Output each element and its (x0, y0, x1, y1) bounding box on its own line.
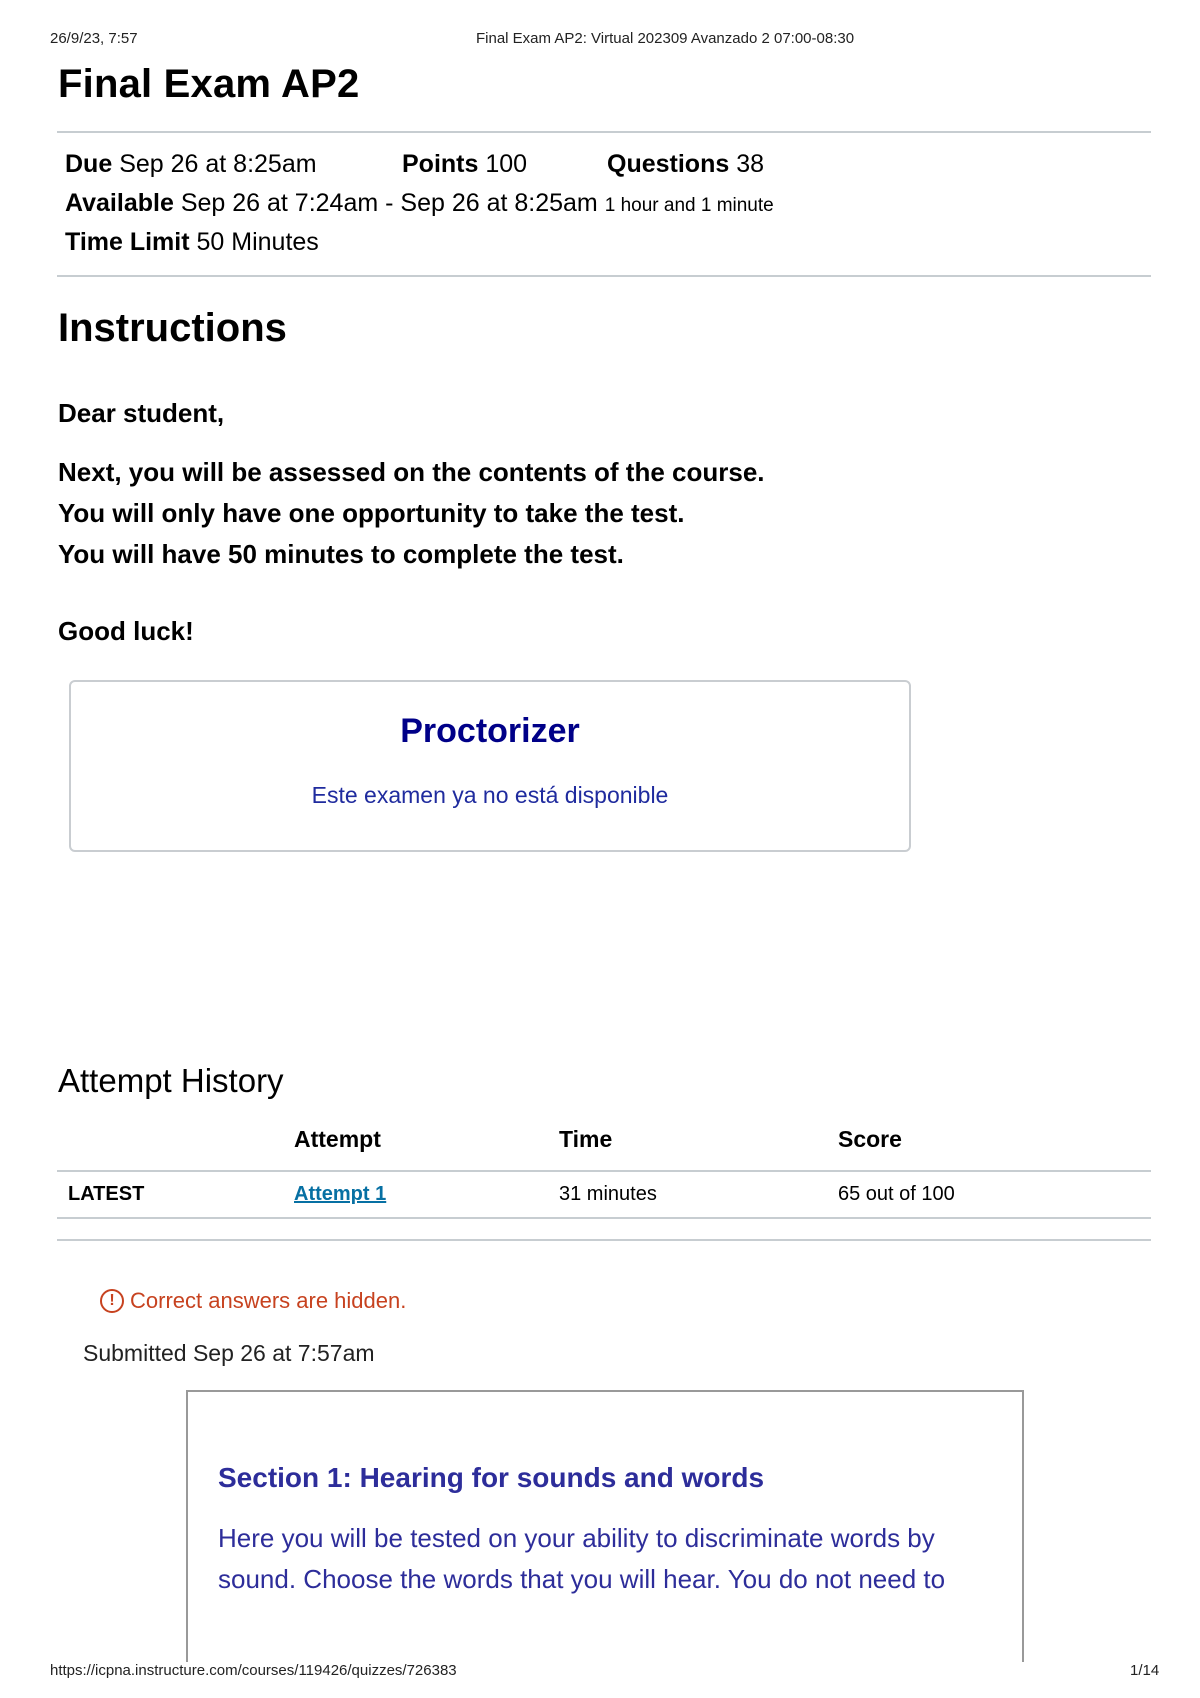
attempt-time: 31 minutes (559, 1171, 838, 1218)
time-limit-value: 50 Minutes (196, 228, 319, 256)
instructions-line: Next, you will be assessed on the contents of the course. (58, 457, 765, 487)
attempt-cell (294, 1171, 559, 1218)
question-section (186, 1390, 1024, 1662)
column-header-attempt: Attempt (294, 1118, 559, 1171)
divider (57, 1239, 1151, 1241)
availability (65, 189, 774, 218)
points (402, 150, 527, 179)
table-row (57, 1171, 1151, 1218)
available-value: Sep 26 at 7:24am - Sep 26 at 8:25am (180, 189, 598, 217)
submitted-timestamp: Submitted Sep 26 at 7:57am (83, 1340, 375, 1366)
questions-label: Questions (607, 150, 730, 178)
print-footer-url: https://icpna.instructure.com/courses/119426/quizzes/726383 (50, 1662, 457, 1679)
instructions-closing: Good luck! (58, 616, 194, 646)
attempt-link[interactable]: Attempt 1 (294, 1183, 387, 1205)
proctorizer-panel (69, 680, 911, 852)
attempt-history-heading: Attempt History (58, 1062, 284, 1099)
points-value: 100 (485, 150, 528, 178)
questions-value: 38 (736, 150, 765, 178)
due-label: Due (65, 150, 113, 178)
page-title: Final Exam AP2 (58, 62, 360, 106)
instructions-heading: Instructions (58, 306, 287, 350)
time-limit (65, 228, 319, 257)
section-title: Section 1: Hearing for sounds and words (218, 1462, 765, 1493)
hidden-notice-text: Correct answers are hidden. (130, 1288, 407, 1313)
instructions-line: You will only have one opportunity to take the test. (58, 498, 685, 528)
time-limit-label: Time Limit (65, 228, 190, 256)
warning-circle-icon: ! (100, 1289, 124, 1313)
correct-answers-hidden-notice (100, 1288, 406, 1314)
instructions-line: You will have 50 minutes to complete the test. (58, 539, 624, 569)
available-duration: 1 hour and 1 minute (604, 195, 774, 216)
column-header (57, 1118, 294, 1171)
points-label: Points (402, 150, 479, 178)
column-header-time: Time (559, 1118, 838, 1171)
proctorizer-message: Este examen ya no está disponible (311, 782, 669, 808)
instructions-greeting: Dear student, (58, 398, 225, 428)
proctorizer-title: Proctorizer (400, 712, 580, 750)
attempt-history-table (57, 1118, 1151, 1219)
attempt-score: 65 out of 100 (838, 1171, 1151, 1218)
available-label: Available (65, 189, 174, 217)
print-footer-page: 1/14 (1130, 1662, 1160, 1679)
table-header-row (57, 1118, 1151, 1171)
divider (57, 275, 1151, 277)
section-description: Here you will be tested on your ability to discriminate words by sound. Choose the words that you will hear. You do not need to (218, 1523, 946, 1594)
due-value: Sep 26 at 8:25am (119, 150, 317, 178)
column-header-score: Score (838, 1118, 1151, 1171)
print-header-title: Final Exam AP2: Virtual 202309 Avanzado 2 07:00-08:30 (476, 30, 855, 47)
latest-tag: LATEST (57, 1171, 294, 1218)
print-header-date: 26/9/23, 7:57 (50, 30, 138, 47)
questions (607, 150, 764, 179)
divider (57, 131, 1151, 133)
due-date (65, 150, 317, 179)
